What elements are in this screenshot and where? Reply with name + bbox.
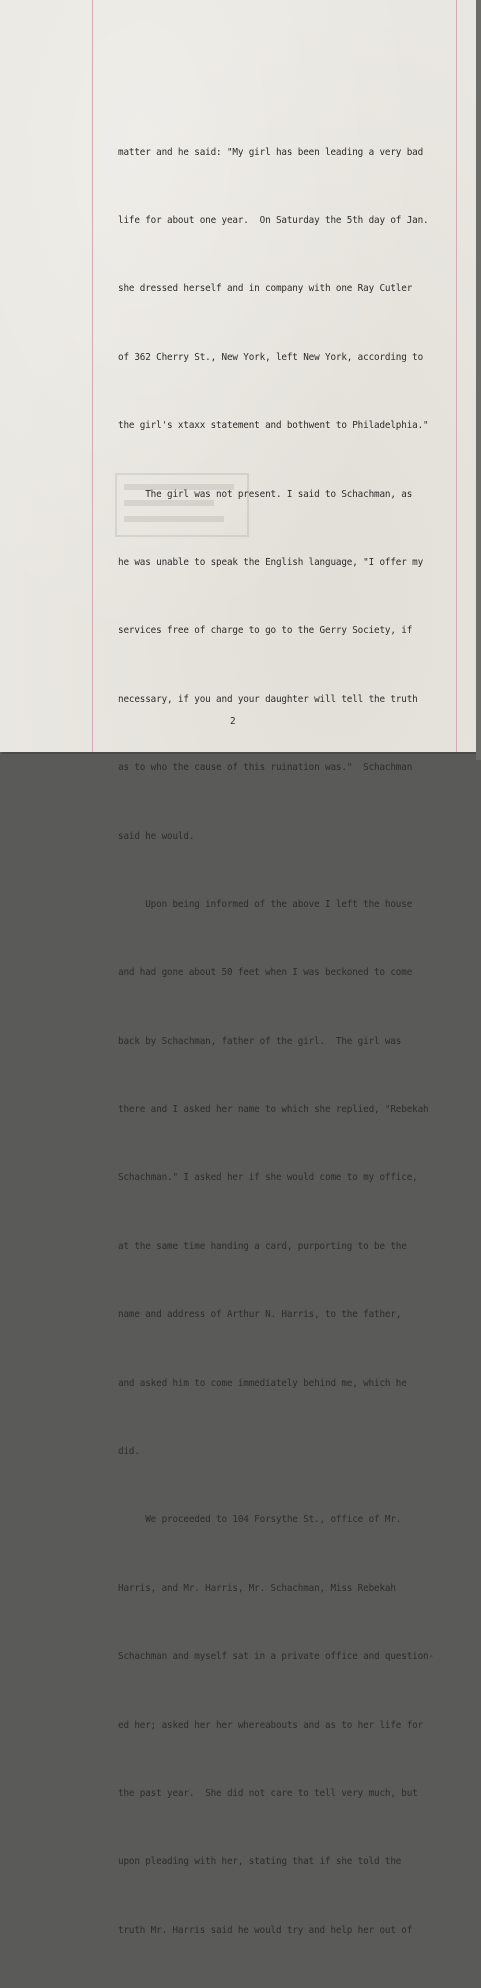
text-line: services free of charge to go to the Gerry Society, if bbox=[118, 625, 413, 637]
left-margin-line bbox=[92, 0, 93, 752]
text-line: life for about one year. On Saturday the 5th day of Jan. bbox=[118, 214, 429, 226]
text-line: she dressed herself and in company with one Ray Cutler bbox=[118, 283, 413, 295]
text-line: of 362 Cherry St., New York, left New York, according to bbox=[118, 351, 424, 363]
text-line: matter and he said: "My girl has been leading a very bad bbox=[118, 146, 424, 158]
text-line: necessary, if you and your daughter will tell the truth bbox=[118, 693, 418, 705]
text-line: said he would. bbox=[118, 830, 195, 842]
text-line: the girl's xtaxx statement and bothwent to Philadelphia." bbox=[118, 420, 429, 432]
text-line: there and I asked her name to which she replied, "Rebekah bbox=[118, 1104, 429, 1116]
text-line: and asked him to come immediately behind me, which he bbox=[118, 1377, 407, 1389]
text-line: back by Schachman, father of the girl. The girl was bbox=[118, 1035, 402, 1047]
text-line: The girl was not present. I said to Schachman, as bbox=[118, 488, 413, 500]
text-line: upon pleading with her, stating that if she told the bbox=[118, 1856, 402, 1868]
text-line: he was unable to speak the English language, "I offer my bbox=[118, 556, 424, 568]
text-line: ed her; asked her her whereabouts and as to her life for bbox=[118, 1719, 424, 1731]
text-line: name and address of Arthur N. Harris, to the father, bbox=[118, 1309, 402, 1321]
text-line: did. bbox=[118, 1446, 140, 1458]
text-line: Harris, and Mr. Harris, Mr. Schachman, Miss Rebekah bbox=[118, 1582, 396, 1594]
page-edge-shadow bbox=[476, 0, 481, 760]
page-number: 2 bbox=[230, 716, 236, 727]
text-line: Schachman and myself sat in a private office and question- bbox=[118, 1651, 434, 1663]
text-line: at the same time handing a card, purporting to be the bbox=[118, 1240, 407, 1252]
text-line: We proceeded to 104 Forsythe St., office of Mr. bbox=[118, 1514, 402, 1526]
typed-letter-body bbox=[118, 96, 478, 1988]
text-line: and had gone about 50 feet when I was beckoned to come bbox=[118, 967, 413, 979]
text-line: Upon being informed of the above I left the house bbox=[118, 898, 413, 910]
text-line: truth Mr. Harris said he would try and help her out of bbox=[118, 1924, 413, 1936]
text-line: the past year. She did not care to tell very much, but bbox=[118, 1787, 418, 1799]
text-line: Schachman." I asked her if she would come to my office, bbox=[118, 1172, 418, 1184]
text-line: as to who the cause of this ruination was." Schachman bbox=[118, 762, 413, 774]
